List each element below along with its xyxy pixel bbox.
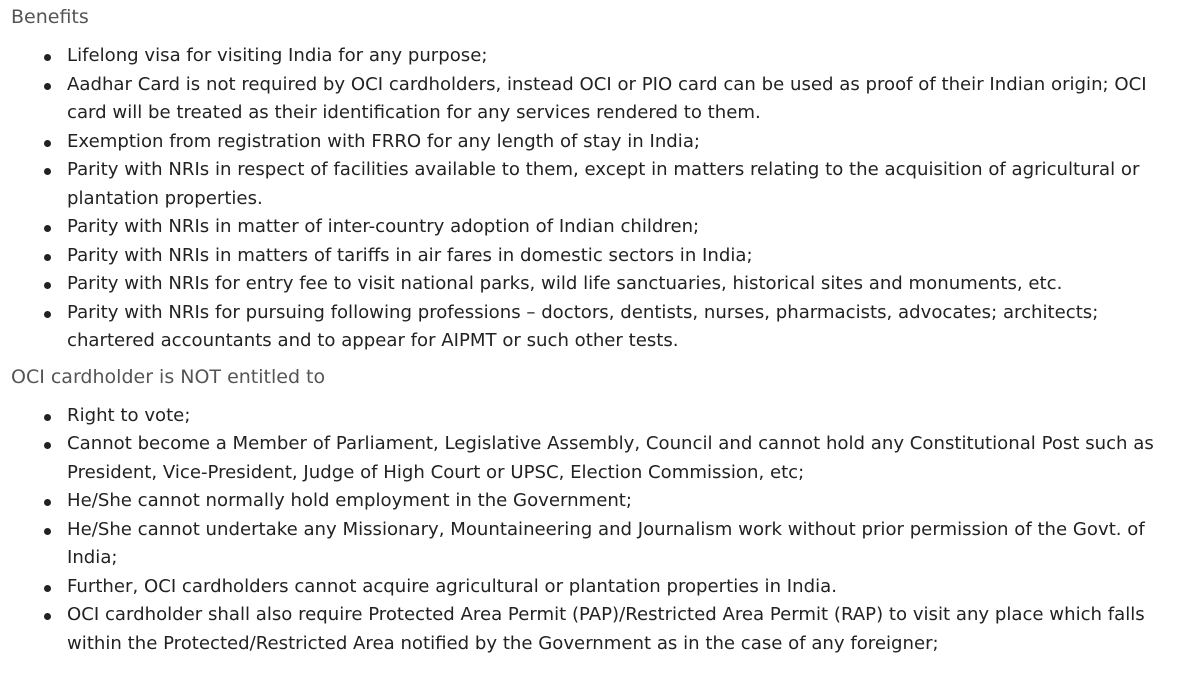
list-item xyxy=(67,487,1177,516)
list-item-text: Parity with NRIs in matter of inter-country adoption of Indian children; xyxy=(67,216,700,237)
list-item xyxy=(67,213,1177,242)
list-item xyxy=(67,573,1177,602)
bullet-icon xyxy=(44,585,51,592)
list-item xyxy=(67,601,1177,658)
bullet-icon xyxy=(44,254,51,261)
list-item-text: Further, OCI cardholders cannot acquire agricultural or plantation properties in India. xyxy=(67,575,837,597)
bullet-icon xyxy=(44,414,51,421)
bullet-icon xyxy=(44,442,51,449)
bullet-icon xyxy=(44,282,51,289)
list-item-text: Parity with NRIs for entry fee to visit national parks, wild life sanctuaries, historical sites and monuments, etc. xyxy=(67,273,1063,294)
list-item-text: He/She cannot undertake any Missionary, Mountaineering and Journalism work without prior permission of the Govt. of India; xyxy=(67,518,1145,568)
benefits-heading: Benefits xyxy=(11,6,89,28)
bullet-icon xyxy=(44,613,51,620)
list-item-text: Cannot become a Member of Parliament, Legislative Assembly, Council and cannot hold any Constitutional Post such as President, Vice-President, Judge of High Court or UPSC, Election Commission, etc; xyxy=(67,433,1154,483)
list-item-text: Parity with NRIs in respect of facilities available to them, except in matters relating to the acquisition of agricultural or plantation properties. xyxy=(67,159,1140,209)
bullet-icon xyxy=(44,140,51,147)
bullet-icon xyxy=(44,225,51,232)
bullet-icon xyxy=(44,311,51,318)
list-item-text: Exemption from registration with FRRO for any length of stay in India; xyxy=(67,130,700,152)
bullet-icon xyxy=(44,54,51,61)
list-item-text: Parity with NRIs for pursuing following professions – doctors, dentists, nurses, pharmacists, advocates; architects; chartered accountants and to appear for AIPMT or such other tests. xyxy=(67,301,1099,351)
list-item xyxy=(67,516,1177,573)
bullet-icon xyxy=(44,528,51,535)
not-entitled-heading: OCI cardholder is NOT entitled to xyxy=(11,365,326,388)
not-entitled-list xyxy=(11,402,1177,659)
list-item xyxy=(67,242,1177,271)
list-item xyxy=(67,299,1177,356)
bullet-icon xyxy=(44,83,51,90)
list-item xyxy=(67,270,1177,299)
bullet-icon xyxy=(44,168,51,175)
list-item-text: Parity with NRIs in matters of tariffs in air fares in domestic sectors in India; xyxy=(67,244,753,266)
list-item-text: Lifelong visa for visiting India for any purpose; xyxy=(67,45,488,66)
list-item xyxy=(67,402,1177,431)
benefits-list xyxy=(11,42,1177,356)
list-item xyxy=(67,156,1177,213)
list-item-text: He/She cannot normally hold employment in the Government; xyxy=(67,490,632,511)
bullet-icon xyxy=(44,499,51,506)
list-item-text: Aadhar Card is not required by OCI cardholders, instead OCI or PIO card can be used as proof of their Indian origin; OCI card will be treated as their identification for any services rendered to them. xyxy=(67,73,1147,123)
list-item xyxy=(67,42,1177,71)
list-item xyxy=(67,71,1177,128)
list-item xyxy=(67,430,1177,487)
list-item xyxy=(67,128,1177,157)
list-item-text: Right to vote; xyxy=(67,404,191,426)
list-item-text: OCI cardholder shall also require Protected Area Permit (PAP)/Restricted Area Permit (RAP) to visit any place which falls within the Protected/Restricted Area notified by the Government as in the case of any foreigner; xyxy=(67,604,1145,654)
